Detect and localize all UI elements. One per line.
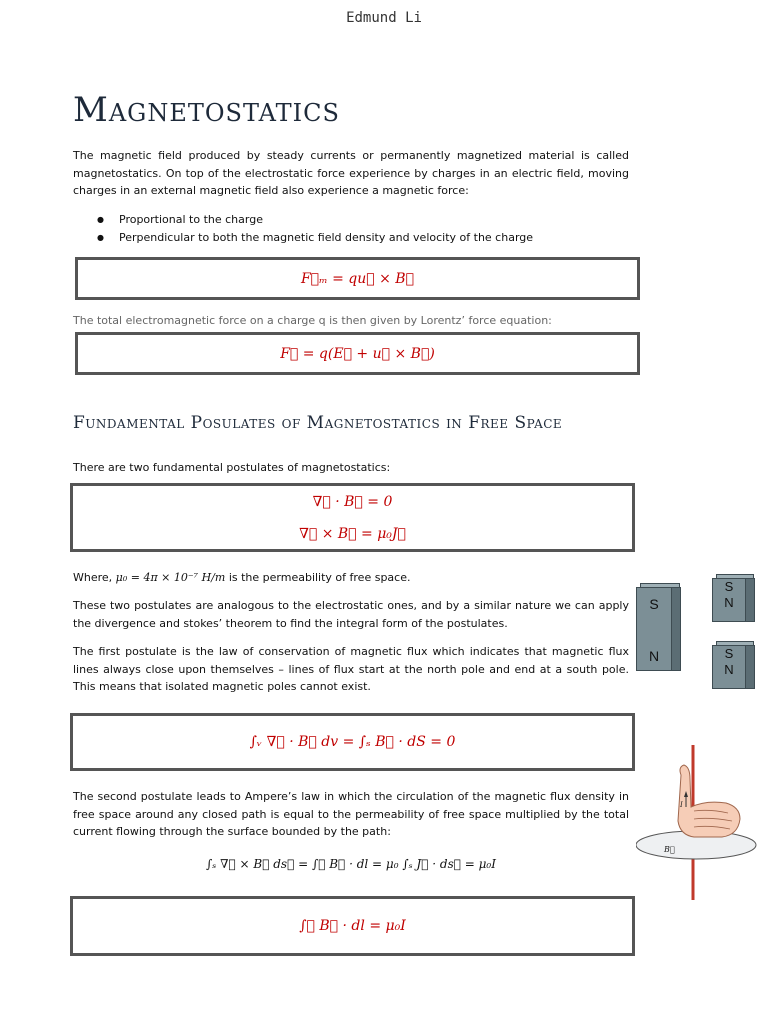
bar-magnet-small-top	[712, 574, 756, 622]
analogous-paragraph: These two postulates are analogous to the electrostatic ones, and by a similar nature we can apply the divergence and stokes’ theorem to find the integral form of the postulates.	[73, 599, 629, 630]
flux-integral-equation-box	[70, 713, 635, 771]
force-properties-list	[73, 211, 629, 247]
second-postulate-paragraph: The second postulate leads to Ampere’s law in which the circulation of the magnetic flux density in free space around any closed path is equal to the permeability of free space multiplied by the total current flowing through the surface bounded by the path:	[73, 790, 629, 838]
magnet-pole-label: S	[724, 579, 734, 594]
ampere-derivation-equation: ∫ₛ ∇⃗ × B⃗ ds⃗ = ∫꜀ B⃗ · dl = μ₀ ∫ₛ J⃗ · ds⃗ = μ₀I	[206, 857, 496, 871]
intro-paragraph: The magnetic field produced by steady currents or permanently magnetized material is called magnetostatics. On top of the electrostatic force experience by charges in an electric field, moving charges in an external magnetic field also experience a magnetic force:	[73, 149, 629, 197]
field-label: B⃗	[664, 845, 675, 854]
list-item: ● Proportional to the charge	[73, 211, 629, 229]
postulates-intro: There are two fundamental postulates of magnetostatics:	[73, 461, 391, 474]
lorentz-equation: F⃗ = q(E⃗ + u⃗ × B⃗)	[280, 345, 435, 362]
page-title: Magnetostatics	[73, 90, 340, 130]
magnet-pole-label: N	[724, 595, 734, 610]
magnet-pole-label: S	[649, 596, 659, 612]
ampere-law-equation-box	[70, 896, 635, 956]
first-postulate-paragraph: The first postulate is the law of conservation of magnetic flux which indicates that magnetic flux lines always close upon themselves – lines of flux start at the north pole and end at a south pole. This means that isolated magnetic poles cannot exist.	[73, 645, 629, 693]
divergence-equation: ∇⃗ · B⃗ = 0	[312, 493, 393, 510]
ampere-law-equation: ∫꜀ B⃗ · dl = μ₀I	[299, 918, 406, 934]
magnet-pole-label: N	[648, 648, 660, 664]
current-label: I	[680, 801, 683, 809]
flux-integral-equation: ∫ᵥ ∇⃗ · B⃗ dv = ∫ₛ B⃗ · dS = 0	[249, 734, 456, 750]
lorentz-intro-text: The total electromagnetic force on a charge q is then given by Lorentz’ force equation:	[73, 314, 552, 327]
right-hand-rule-illustration	[636, 745, 762, 900]
postulates-equation-box	[70, 483, 635, 552]
right-hand-rule-figure	[636, 745, 762, 900]
permeability-equation: μ₀ = 4π × 10⁻⁷ H/m	[115, 571, 226, 584]
section-title: Fundamental Posulates of Magnetostatics in Free Space	[73, 413, 563, 433]
magnet-pole-label: S	[724, 646, 734, 661]
author-header: Edmund Li	[346, 10, 422, 26]
permeability-line: Where, μ₀ = 4π × 10⁻⁷ H/m is the permeability of free space.	[73, 571, 411, 584]
magnetic-force-equation-box	[75, 257, 640, 300]
magnet-pole-label: N	[724, 662, 734, 677]
list-item: ● Perpendicular to both the magnetic field density and velocity of the charge	[73, 229, 629, 247]
magnetic-force-equation: F⃗ₘ = qu⃗ × B⃗	[300, 270, 415, 287]
bar-magnet-small-bottom	[712, 641, 756, 689]
lorentz-equation-box	[75, 332, 640, 375]
curl-equation: ∇⃗ × B⃗ = μ₀J⃗	[299, 525, 406, 542]
bar-magnet-large	[636, 583, 682, 671]
